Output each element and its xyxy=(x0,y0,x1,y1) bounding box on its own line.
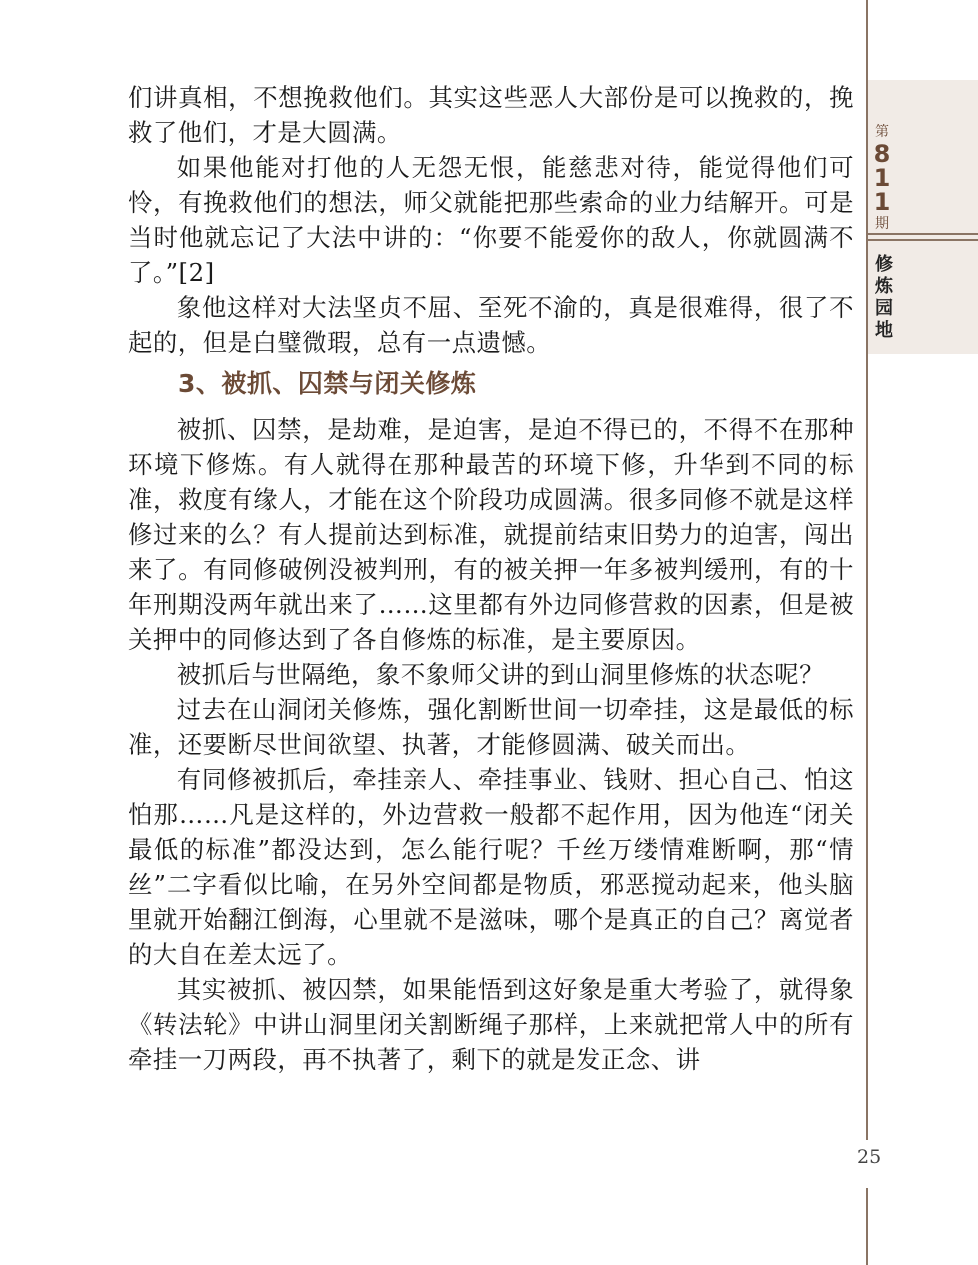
issue-digit: 8 xyxy=(873,140,891,168)
issue-number xyxy=(868,122,896,234)
issue-digit: 1 xyxy=(873,188,891,216)
margin-rule-top xyxy=(866,0,868,80)
paragraph: 其实被抓、被囚禁，如果能悟到这好象是重大考验了，就得象《转法轮》中讲山洞里闭关割断绳子那样，上来就把常人中的所有牵挂一刀两段，再不执著了，剩下的就是发正念、讲 xyxy=(128,975,854,1074)
margin-rule-bottom xyxy=(866,1188,868,1265)
tab-divider xyxy=(868,239,978,241)
issue-tab xyxy=(866,80,978,354)
paragraph: 有同修被抓后，牵挂亲人、牵挂事业、钱财、担心自己、怕这怕那……凡是这样的，外边营救一般都不起作用，因为他连“闭关最低的标准”都没达到，怎么能行呢？千丝万缕情难断啊，那“情丝”二字看似比喻，在另外空间都是物质，邪恶搅动起来，他头脑里就开始翻江倒海，心里就不是滋味，哪个是真正的自己？离觉者的大自在差太远了。 xyxy=(128,765,854,969)
section-title-char: 地 xyxy=(875,320,893,341)
paragraph: 被抓后与世隔绝，象不象师父讲的到山洞里修炼的状态呢？ xyxy=(176,660,824,689)
section-title-char: 园 xyxy=(875,298,893,319)
section-heading: 3、被抓、囚禁与闭关修炼 xyxy=(178,369,477,398)
section-title-char: 修 xyxy=(875,254,893,275)
section-title xyxy=(870,254,898,342)
tab-divider xyxy=(868,233,978,235)
section-title-char: 炼 xyxy=(875,276,893,297)
issue-suffix: 期 xyxy=(875,216,889,232)
margin-rule-middle xyxy=(866,354,868,1140)
page-number: 25 xyxy=(857,1146,882,1168)
paragraph: 象他这样对大法坚贞不屈、至死不渝的，真是很难得，很了不起的，但是白璧微瑕，总有一点遗憾。 xyxy=(128,293,854,357)
paragraph: 过去在山洞闭关修炼，强化割断世间一切牵挂，这是最低的标准，还要断尽世间欲望、执著，才能修圆满、破关而出。 xyxy=(128,695,854,759)
paragraph: 们讲真相，不想挽救他们。其实这些恶人大部份是可以挽救的，挽救了他们，才是大圆满。 xyxy=(128,83,854,147)
article-body xyxy=(128,80,854,1077)
issue-digit: 1 xyxy=(873,164,891,192)
issue-prefix: 第 xyxy=(875,124,889,140)
paragraph: 被抓、囚禁，是劫难，是迫害，是迫不得已的，不得不在那种环境下修炼。有人就得在那种最苦的环境下修，升华到不同的标准，救度有缘人，才能在这个阶段功成圆满。很多同修不就是这样修过来的么？有人提前达到标准，就提前结束旧势力的迫害，闯出来了。有同修破例没被判刑，有的被关押一年多被判缓刑，有的十年刑期没两年就出来了……这里都有外边同修营救的因素，但是被关押中的同修达到了各自修炼的标准，是主要原因。 xyxy=(128,415,854,654)
paragraph: 如果他能对打他的人无怨无恨，能慈悲对待，能觉得他们可怜，有挽救他们的想法，师父就能把那些索命的业力结解开。可是当时他就忘记了大法中讲的：“你要不能爱你的敌人，你就圆满不了。”[2] xyxy=(128,153,854,287)
